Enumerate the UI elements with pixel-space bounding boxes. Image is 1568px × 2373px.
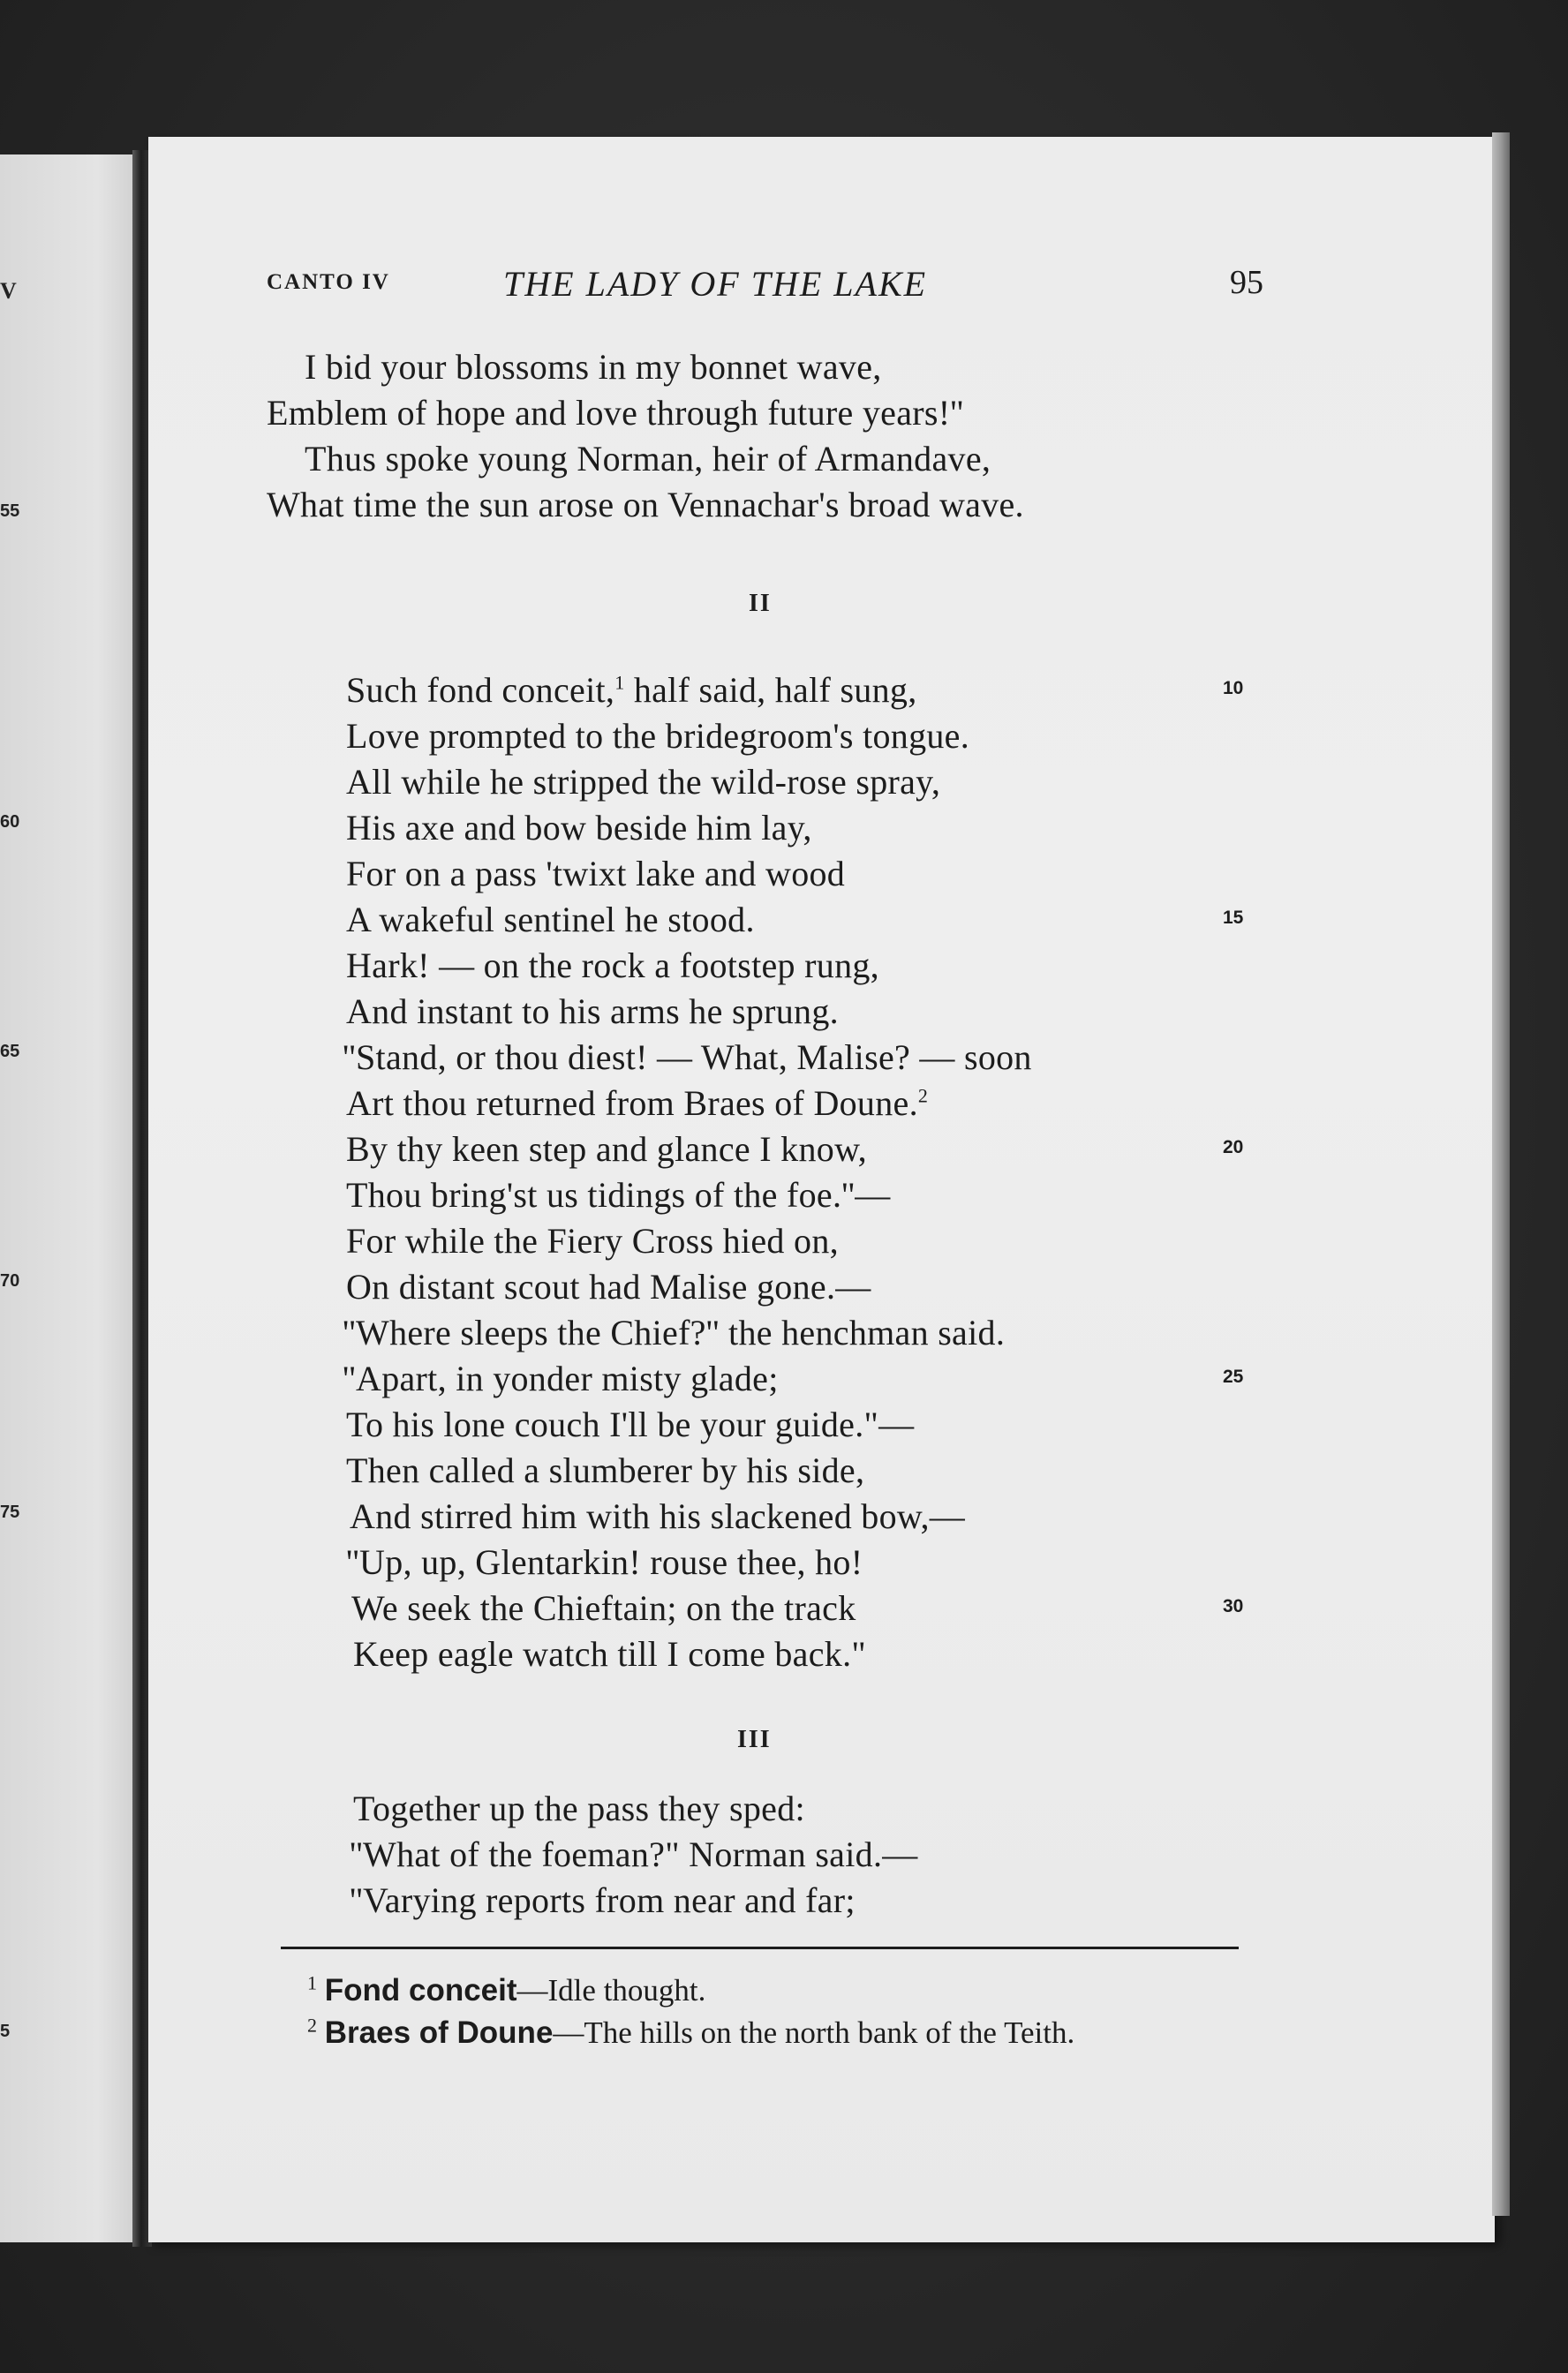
footnote-definition: —The hills on the north bank of the Teith.: [553, 2015, 1075, 2050]
poem-line: And stirred him with his slackened bow,—: [350, 1496, 966, 1536]
poem-line: By thy keen step and glance I know,: [346, 1129, 867, 1169]
poem-line: Thus spoke young Norman, heir of Armandave,: [305, 439, 991, 478]
poem-line: His axe and bow beside him lay,: [346, 808, 812, 848]
poem-line: Art thou returned from Braes of Doune.$^2$: [346, 1083, 929, 1123]
poem-line: A wakeful sentinel he stood.: [346, 900, 755, 939]
footnote-definition: —Idle thought.: [516, 1973, 706, 2008]
poem-line: To his lone couch I'll be your guide."—: [346, 1405, 915, 1444]
book-title: THE LADY OF THE LAKE: [503, 264, 928, 304]
poem-line: ''Up, up, Glentarkin! rouse thee, ho!: [346, 1542, 863, 1582]
poem-line: Keep eagle watch till I come back.": [353, 1634, 867, 1674]
poem-line: We seek the Chieftain; on the track: [351, 1588, 856, 1628]
page-number: 95: [1230, 264, 1263, 301]
footnote-2: $^2$ Braes of Doune—The hills on the north bank of the Teith.: [307, 2014, 1075, 2050]
line-number: 15: [1223, 908, 1244, 928]
poem-line: Hark! — on the rock a footstep rung,: [346, 945, 879, 985]
poem-line: All while he stripped the wild-rose spray,: [346, 762, 941, 802]
left-margin-line-number: 70: [0, 1271, 20, 1291]
left-margin-line-number: 65: [0, 1042, 20, 1061]
poem-line: Together up the pass they sped:: [353, 1789, 805, 1828]
left-facing-page: [0, 154, 139, 2242]
line-number: 20: [1223, 1137, 1244, 1157]
poem-line: ''What of the foeman?" Norman said.—: [350, 1834, 918, 1874]
poem-line: Thou bring'st us tidings of the foe.''—: [346, 1175, 891, 1215]
poem-line: Then called a slumberer by his side,: [346, 1450, 865, 1490]
poem-line: Love prompted to the bridegroom's tongue.: [346, 716, 970, 756]
poem-line: I bid your blossoms in my bonnet wave,: [305, 347, 882, 387]
canto-label: CANTO IV: [267, 270, 390, 294]
poem-line: Emblem of hope and love through future years!'': [267, 393, 964, 433]
poem-line: For while the Fiery Cross hied on,: [346, 1221, 839, 1261]
stanza-number: III: [737, 1726, 772, 1753]
poem-line: Such fond conceit,$^1$ half said, half sung,: [346, 670, 917, 710]
footnote-marker: 2: [917, 1084, 929, 1107]
left-margin-text: V: [0, 278, 17, 304]
footnote-term: Braes of Doune: [324, 2015, 554, 2050]
running-header: [265, 263, 1263, 307]
left-margin-line-number: 5: [0, 2022, 11, 2041]
footnote-term: Fond conceit: [324, 1973, 517, 2008]
footnote-1: $^1$ Fond conceit—Idle thought.: [307, 1971, 706, 2008]
poem-line: And instant to his arms he sprung.: [346, 991, 839, 1031]
poem-line: ''Stand, or thou diest! — What, Malise? — soon: [343, 1037, 1032, 1077]
footnote-marker: 1: [614, 671, 625, 694]
poem-line: What time the sun arose on Vennachar's broad wave.: [267, 485, 1024, 524]
poem-line: ''Varying reports from near and far;: [350, 1880, 856, 1920]
left-margin-line-number: 55: [0, 501, 20, 521]
footnote-divider: [281, 1947, 1239, 1949]
poem-line: On distant scout had Malise gone.—: [346, 1267, 871, 1307]
line-number: 10: [1223, 678, 1244, 698]
line-number: 25: [1223, 1367, 1244, 1387]
line-number: 30: [1223, 1596, 1244, 1616]
page-edge-shadow: [1492, 132, 1510, 2216]
left-margin-line-number: 75: [0, 1503, 20, 1522]
poem-line: For on a pass 'twixt lake and wood: [346, 854, 846, 893]
poem-line: ''Where sleeps the Chief?'' the henchman said.: [343, 1313, 1006, 1352]
poem-line: ''Apart, in yonder misty glade;: [343, 1359, 779, 1398]
stanza-number: II: [749, 590, 772, 617]
left-margin-line-number: 60: [0, 812, 20, 832]
